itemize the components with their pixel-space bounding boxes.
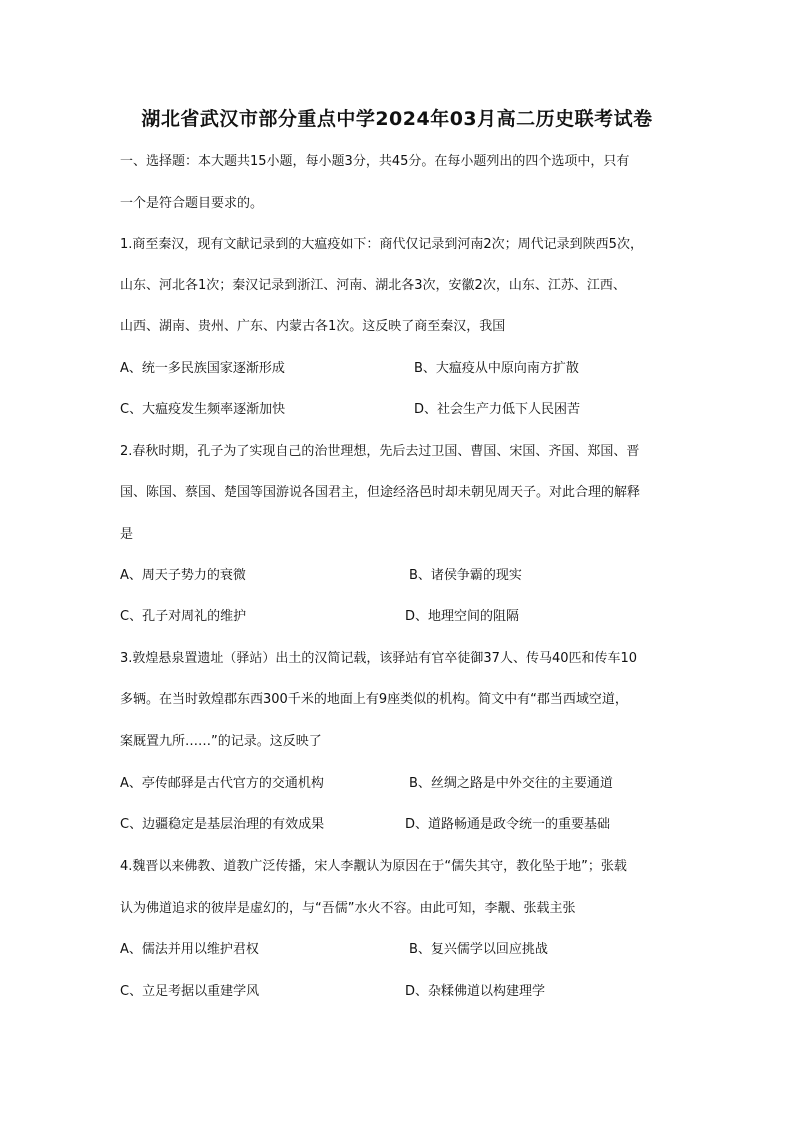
question-4-stem-line-1: 4.魏晋以来佛教、道教广泛传播，宋人李觏认为原因在于“儒失其守，教化坠于地”；张载 bbox=[120, 859, 627, 874]
question-1-option-c[interactable]: C、大瘟疫发生频率逐渐加快 bbox=[120, 402, 286, 417]
question-4-option-d[interactable]: D、杂糅佛道以构建理学 bbox=[405, 984, 546, 999]
question-2-stem-line-2: 国、陈国、蔡国、楚国等国游说各国君主，但途经洛邑时却未朝见周天子。对此合理的解释 bbox=[120, 485, 641, 500]
question-3-stem-line-2: 多辆。在当时敦煌郡东西300千米的地面上有9座类似的机构。简文中有“郡当西域空道， bbox=[120, 692, 628, 707]
section-instruction-line-2: 一个是符合题目要求的。 bbox=[120, 196, 264, 211]
question-3-stem-line-3: 案厩置九所……”的记录。这反映了 bbox=[120, 734, 322, 749]
question-4-option-c[interactable]: C、立足考据以重建学风 bbox=[120, 984, 260, 999]
page-title: 湖北省武汉市部分重点中学2024年03月高二历史联考试卷 bbox=[141, 108, 653, 130]
question-1-option-a[interactable]: A、统一多民族国家逐渐形成 bbox=[120, 361, 285, 376]
question-4-option-a[interactable]: A、儒法并用以维护君权 bbox=[120, 942, 259, 957]
question-2-stem-line-1: 2.春秋时期，孔子为了实现自己的治世理想，先后去过卫国、曹国、宋国、齐国、郑国、晋 bbox=[120, 444, 640, 459]
question-3-option-d[interactable]: D、道路畅通是政令统一的重要基础 bbox=[405, 817, 611, 832]
question-2-option-c[interactable]: C、孔子对周礼的维护 bbox=[120, 609, 247, 624]
section-instruction-line-1: 一、选择题：本大题共15小题，每小题3分，共45分。在每小题列出的四个选项中，只有 bbox=[120, 154, 630, 169]
question-3-option-b[interactable]: B、丝绸之路是中外交往的主要通道 bbox=[409, 776, 613, 791]
question-1-stem-line-2: 山东、河北各1次；秦汉记录到浙江、河南、湖北各3次，安徽2次，山东、江苏、江西、 bbox=[120, 278, 626, 293]
question-1-option-d[interactable]: D、社会生产力低下人民困苦 bbox=[414, 402, 581, 417]
question-2-option-b[interactable]: B、诸侯争霸的现实 bbox=[409, 568, 522, 583]
question-2-option-a[interactable]: A、周天子势力的衰微 bbox=[120, 568, 246, 583]
question-3-option-c[interactable]: C、边疆稳定是基层治理的有效成果 bbox=[120, 817, 325, 832]
question-4-stem-line-2: 认为佛道追求的彼岸是虚幻的，与“吾儒”水火不容。由此可知，李觏、张载主张 bbox=[120, 901, 576, 916]
question-2-option-d[interactable]: D、地理空间的阻隔 bbox=[405, 609, 520, 624]
question-3-option-a[interactable]: A、亭传邮驿是古代官方的交通机构 bbox=[120, 776, 324, 791]
question-1-stem-line-3: 山西、湖南、贵州、广东、内蒙古各1次。这反映了商至秦汉，我国 bbox=[120, 319, 506, 334]
question-1-stem-line-1: 1.商至秦汉，现有文献记录到的大瘟疫如下：商代仅记录到河南2次；周代记录到陕西5次， bbox=[120, 237, 643, 252]
question-2-stem-line-3: 是 bbox=[120, 527, 134, 542]
question-3-stem-line-1: 3.敦煌悬泉置遗址（驿站）出土的汉简记载，该驿站有官卒徒御37人、传马40匹和传车10 bbox=[120, 651, 638, 666]
question-4-option-b[interactable]: B、复兴儒学以回应挑战 bbox=[409, 942, 548, 957]
question-1-option-b[interactable]: B、大瘟疫从中原向南方扩散 bbox=[414, 361, 579, 376]
